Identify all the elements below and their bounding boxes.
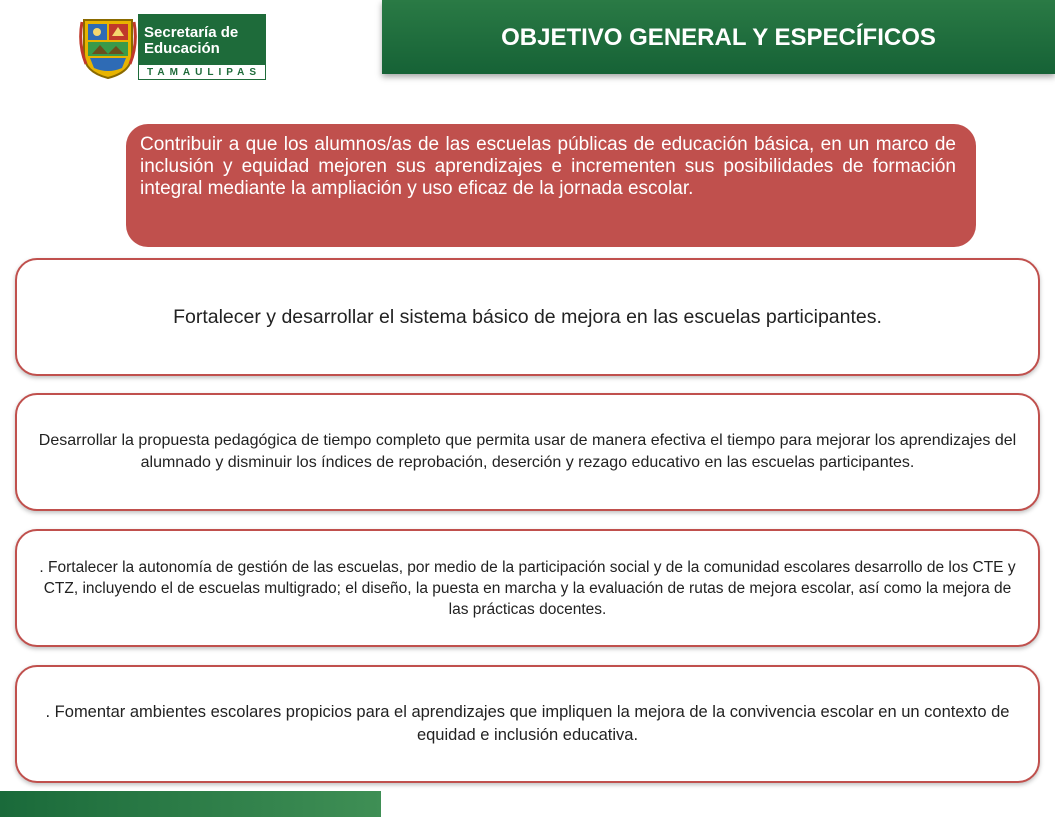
specific-objective-text: . Fortalecer la autonomía de gestión de las escuelas, por medio de la participación social y de la comunidad escolares desarrollo de los CTE y CTZ, incluyendo el de escuelas multigrado; el diseño, la puesta en marcha y la evaluación de rutas de mejora escolar, así como la mejora de las prácticas docentes. xyxy=(39,558,1016,618)
specific-objective-3 xyxy=(15,529,1040,647)
general-objective-text: Contribuir a que los alumnos/as de las escuelas públicas de educación básica, en un marco de inclusión y equidad mejoren sus aprendizajes e incrementen sus posibilidades de formación integral mediante la ampliación y uso eficaz de la jornada escolar. xyxy=(140,134,956,199)
secretaria-logo xyxy=(78,14,266,80)
logo-state-name: TAMAULIPAS xyxy=(138,64,266,80)
logo-wordmark xyxy=(138,14,266,80)
specific-objective-text: Fortalecer y desarrollar el sistema básico de mejora en las escuelas participantes. xyxy=(173,306,882,328)
logo-line-1: Secretaría de xyxy=(144,24,239,41)
specific-objective-text: Desarrollar la propuesta pedagógica de tiempo completo que permita usar de manera efectiva el tiempo para mejorar los aprendizajes del alumnado y disminuir los índices de reprobación, deserción y rezago educativo en las escuelas participantes. xyxy=(38,432,1017,471)
specific-objective-text: . Fomentar ambientes escolares propicios para el aprendizajes que impliquen la mejora de la convivencia escolar en un contexto de equidad e inclusión educativa. xyxy=(45,703,1010,744)
page-title: OBJETIVO GENERAL Y ESPECÍFICOS xyxy=(501,24,936,51)
footer-bar xyxy=(0,791,381,817)
specific-objective-4 xyxy=(15,665,1040,783)
general-objective-box xyxy=(126,124,976,247)
specific-objective-1 xyxy=(15,258,1040,376)
state-coat-of-arms-icon xyxy=(78,14,138,80)
specific-objective-2 xyxy=(15,393,1040,511)
logo-line-2: Educación xyxy=(144,40,220,57)
header-bar xyxy=(382,0,1055,74)
